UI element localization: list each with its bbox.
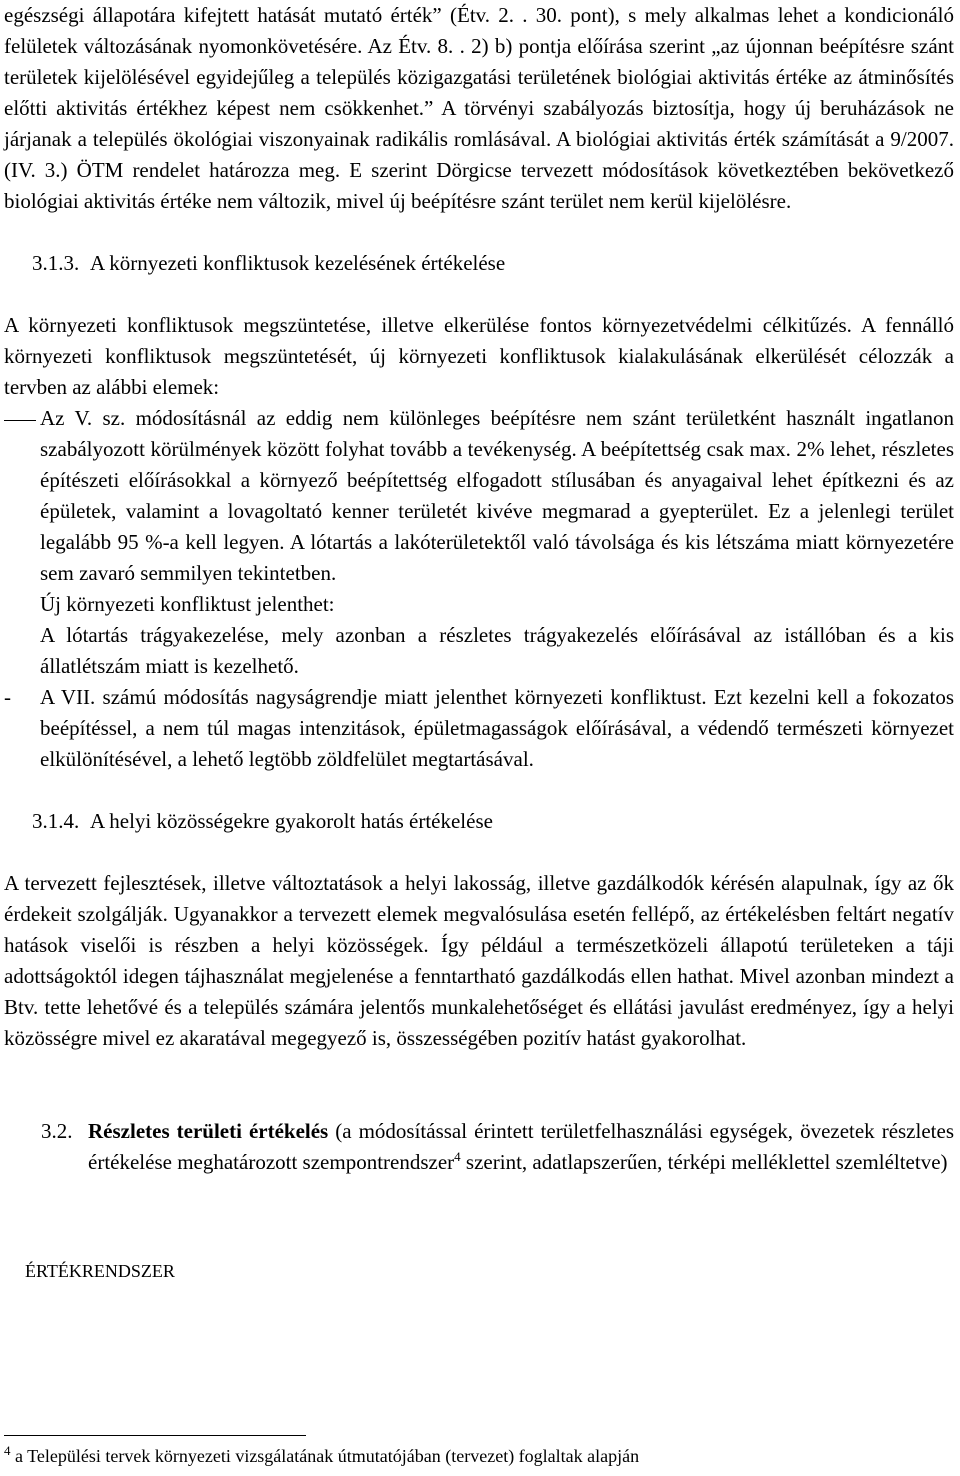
list-item-text: A VII. számú módosítás nagyságrendje miatt jelenthet környezeti konfliktust. Ezt kezelni kell a fokozatos beépítéssel, a nem túl magas intenzitások, épületmagasságok előírásával, a védendő természeti környezet elkülönítésével, a lehető legtöbb zöldfelület megtartásával. <box>40 685 954 771</box>
conflicts-intro-paragraph: A környezeti konfliktusok megszüntetése, illetve elkerülése fontos környezetvédelmi célkitűzés. A fennálló környezeti konfliktusok megszüntetését, új környezeti konfliktusok kialakulásának elkerülését célozzák a tervben az alábbi elemek: <box>4 313 954 399</box>
new-conflict-label: Új környezeti konfliktust jelenthet: <box>40 592 335 616</box>
footnote-reference: 4 <box>454 1149 461 1164</box>
community-impact-paragraph: A tervezett fejlesztések, illetve változtatások a helyi lakosság, illetve gazdálkodók kérésén alapulnak, így az ők érdekeit szolgálják. Ugyanakkor a tervezett elemek megvalósulása esetén fellépő, az értékelésben feltárt negatív hatások viselői is részben a helyi közösségek. Így például a természetközeli állapotú területeken a táji adottságoktól idegen tájhasználat megjelenése a fenntartható gazdálkodás ellen hathat. Mivel azonban mindezt a Btv. tette lehetővé és a település számára jelentős munkalehetőséget és ellátási javulást eredményez, így a helyi közösségre mivel ez akaratával megegyező is, összességében pozitív hatást gyakorolhat. <box>4 871 954 1050</box>
new-conflict-text: A lótartás trágyakezelése, mely azonban a részletes trágyakezelés előírásával az istállóban és a kis állatlétszám miatt is kezelhető. <box>40 623 954 678</box>
list-item <box>4 682 954 775</box>
section-number: 3.1.4. <box>32 809 80 833</box>
section-title: A környezeti konfliktusok kezelésének értékelése <box>90 251 506 275</box>
conflicts-list <box>4 403 954 589</box>
section-title-bold: Részletes területi értékelés <box>88 1119 329 1143</box>
section-text-end: szerint, adatlapszerűen, térképi melléklettel szemléltetve) <box>460 1150 948 1174</box>
section-heading-3-1-3 <box>4 248 954 279</box>
footnote-number: 4 <box>4 1443 11 1458</box>
footnote <box>4 1445 639 1467</box>
document-page <box>4 0 954 1287</box>
section-3-2-text <box>88 1116 954 1178</box>
section-number: 3.1.3. <box>32 251 80 275</box>
footnote-text: a Települési tervek környezeti vizsgálatának útmutatójában (tervezet) foglaltak alapján <box>10 1446 640 1466</box>
list-item <box>4 403 954 589</box>
dash-bullet <box>4 403 40 589</box>
section-text: (a módosítással érintett területfelhasználási egységek, övezetek részletes értékelése meghatározott szempontrendszer <box>88 1119 954 1174</box>
value-system-label: ÉRTÉKRENDSZER <box>25 1261 175 1281</box>
footnote-divider <box>4 1435 306 1436</box>
conflicts-list-2 <box>4 682 954 775</box>
hyphen-bullet: - <box>4 685 11 709</box>
intro-paragraph: egészségi állapotára kifejtett hatását mutató érték” (Étv. 2. . 30. pont), s mely alkalmas lehet a kondicionáló felületek változásának nyomonkövetésére. Az Étv. 8. . 2) b) pontja előírása szerint „az újonnan beépítésre szánt területek kijelölésével egyidejűleg a település közigazgatási területének biológiai aktivitás értéke az átminősítés előtti aktivitás értékhez képest nem csökkenhet.” A törvényi szabályozás biztosítja, hogy új beruházások ne járjanak a település ökológiai viszonyainak radikális romlásával. A biológiai aktivitás érték számítását a 9/2007. (IV. 3.) ÖTM rendelet határozza meg. E szerint Dörgicse tervezett módosítások következtében bekövetkező biológiai aktivitás értéke nem változik, mivel új beépítésre szánt terület nem kerül kijelölésre. <box>4 3 954 213</box>
list-item-text: Az V. sz. módosításnál az eddig nem különleges beépítésre nem szánt területként használt ingatlanon szabályozott körülmények között folyhat tovább a tevékenység. A beépítettség csak max. 2% lehet, részletes építészeti előírásokkal a környező beépítettség elfogadott stílusában és anyagaival lehet építkezni és az épületek, valamint a lovagoltató kenner területét kivéve megmarad a gyepterület. Ez a jelenlegi terület legalább 95 %-a kell legyen. A lótartás a lakóterületektől való távolsága és kis létszáma miatt környezetére sem zavaró semmilyen tekintetben. <box>40 406 954 585</box>
section-title: A helyi közösségekre gyakorolt hatás értékelése <box>90 809 493 833</box>
section-3-2 <box>4 1116 954 1178</box>
section-heading-3-1-4 <box>4 806 954 837</box>
section-number: 3.2. <box>41 1119 73 1143</box>
